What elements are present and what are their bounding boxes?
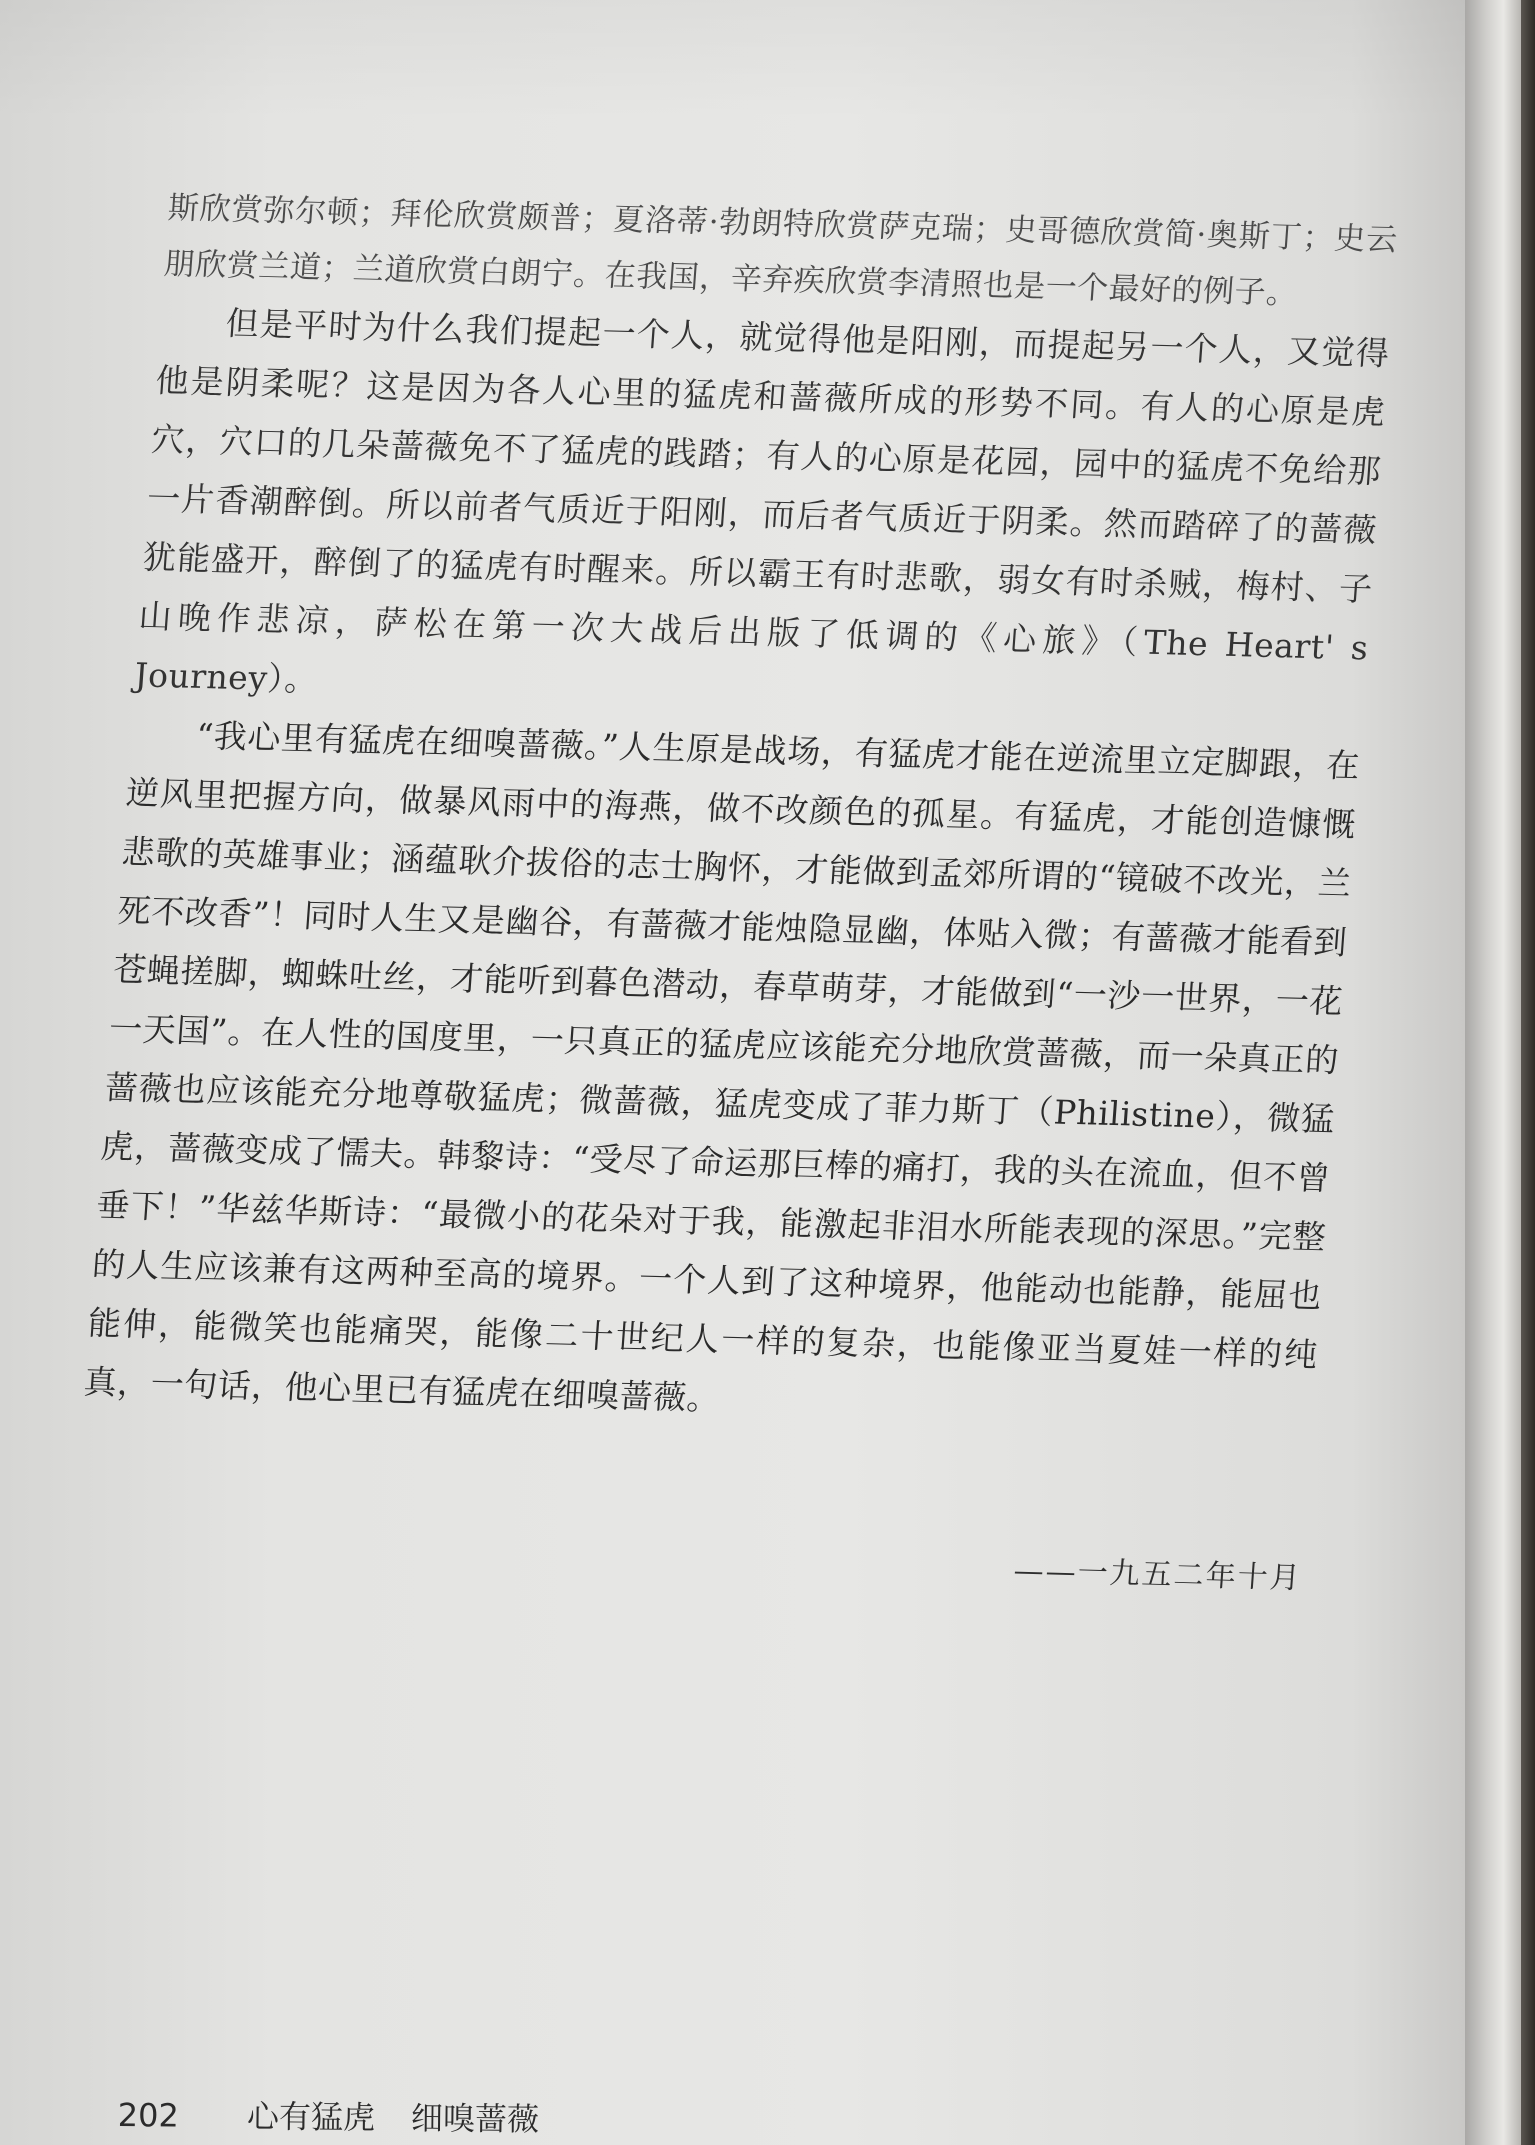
paragraph-1: 斯欣赏弥尔顿；拜伦欣赏颇普；夏洛蒂·勃朗特欣赏萨克瑞；史哥德欣赏简·奥斯丁；史云朋欣赏兰道；兰道欣赏白朗宁。在我国，辛弃疾欣赏李清照也是一个最好的例子。 [162, 189, 1399, 312]
top-shadow [0, 0, 1535, 120]
paragraph-2: 但是平时为什么我们提起一个人，就觉得他是阳刚，而提起另一个人，又觉得他是阴柔呢？这是因为各人心里的猛虎和蔷薇所成的形势不同。有人的心原是虎穴，穴口的几朵蔷薇免不了猛虎的践踏；有人的心原是花园，园中的猛虎不免给那一片香潮醉倒。所以前者气质近于阳刚，而后者气质近于阴柔。然而踏碎了的蔷薇犹能盛开，醉倒了的猛虎有时醒来。所以霸王有时悲歌，弱女有时杀贼，梅村、子山晚作悲凉，萨松在第一次大战后出版了低调的《心旅》（The Heart' s Journey）。 [133, 303, 1391, 700]
running-title-part1: 心有猛虎 [246, 2097, 376, 2137]
book-page-edge [1465, 0, 1535, 2145]
running-title-part2: 细嗅蔷薇 [410, 2099, 540, 2139]
date-line: ——一九五二年十月 [1012, 1553, 1303, 1597]
paragraph-3: “我心里有猛虎在细嗅蔷薇。”人生原是战场，有猛虎才能在逆流里立定脚跟，在逆风里把握方向，做暴风雨中的海燕，做不改颜色的孤星。有猛虎，才能创造慷慨悲歌的英雄事业；涵蕴耿介拔俗的志士胸怀，才能做到孟郊所谓的“镜破不改光，兰死不改香”！同时人生又是幽谷，有蔷薇才能烛隐显幽，体贴入微；有蔷薇才能看到苍蝇搓脚，蜘蛛吐丝，才能听到暮色潜动，春草萌芽，才能做到“一沙一世界，一花一天国”。在人性的国度里，一只真正的猛虎应该能充分地欣赏蔷薇，而一朵真正的蔷薇也应该能充分地尊敬猛虎；微蔷薇，猛虎变成了菲力斯丁（Philistine），微猛虎，蔷薇变成了懦夫。韩黎诗：“受尽了命运那巨棒的痛打，我的头在流血，但不曾垂下！”华兹华斯诗：“最微小的花朵对于我，能激起非泪水所能表现的深思。”完整的人生应该兼有这两种至高的境界。一个人到了这种境界，他能动也能静，能屈也能伸，能微笑也能痛哭，能像二十世纪人一样的复杂，也能像亚当夏娃一样的纯真，一句话，他心里已有猛虎在细嗅蔷薇。 [82, 715, 1362, 1418]
page-footer [118, 2090, 540, 2140]
page-number: 202 [117, 2095, 180, 2135]
body-text [71, 180, 1400, 1597]
